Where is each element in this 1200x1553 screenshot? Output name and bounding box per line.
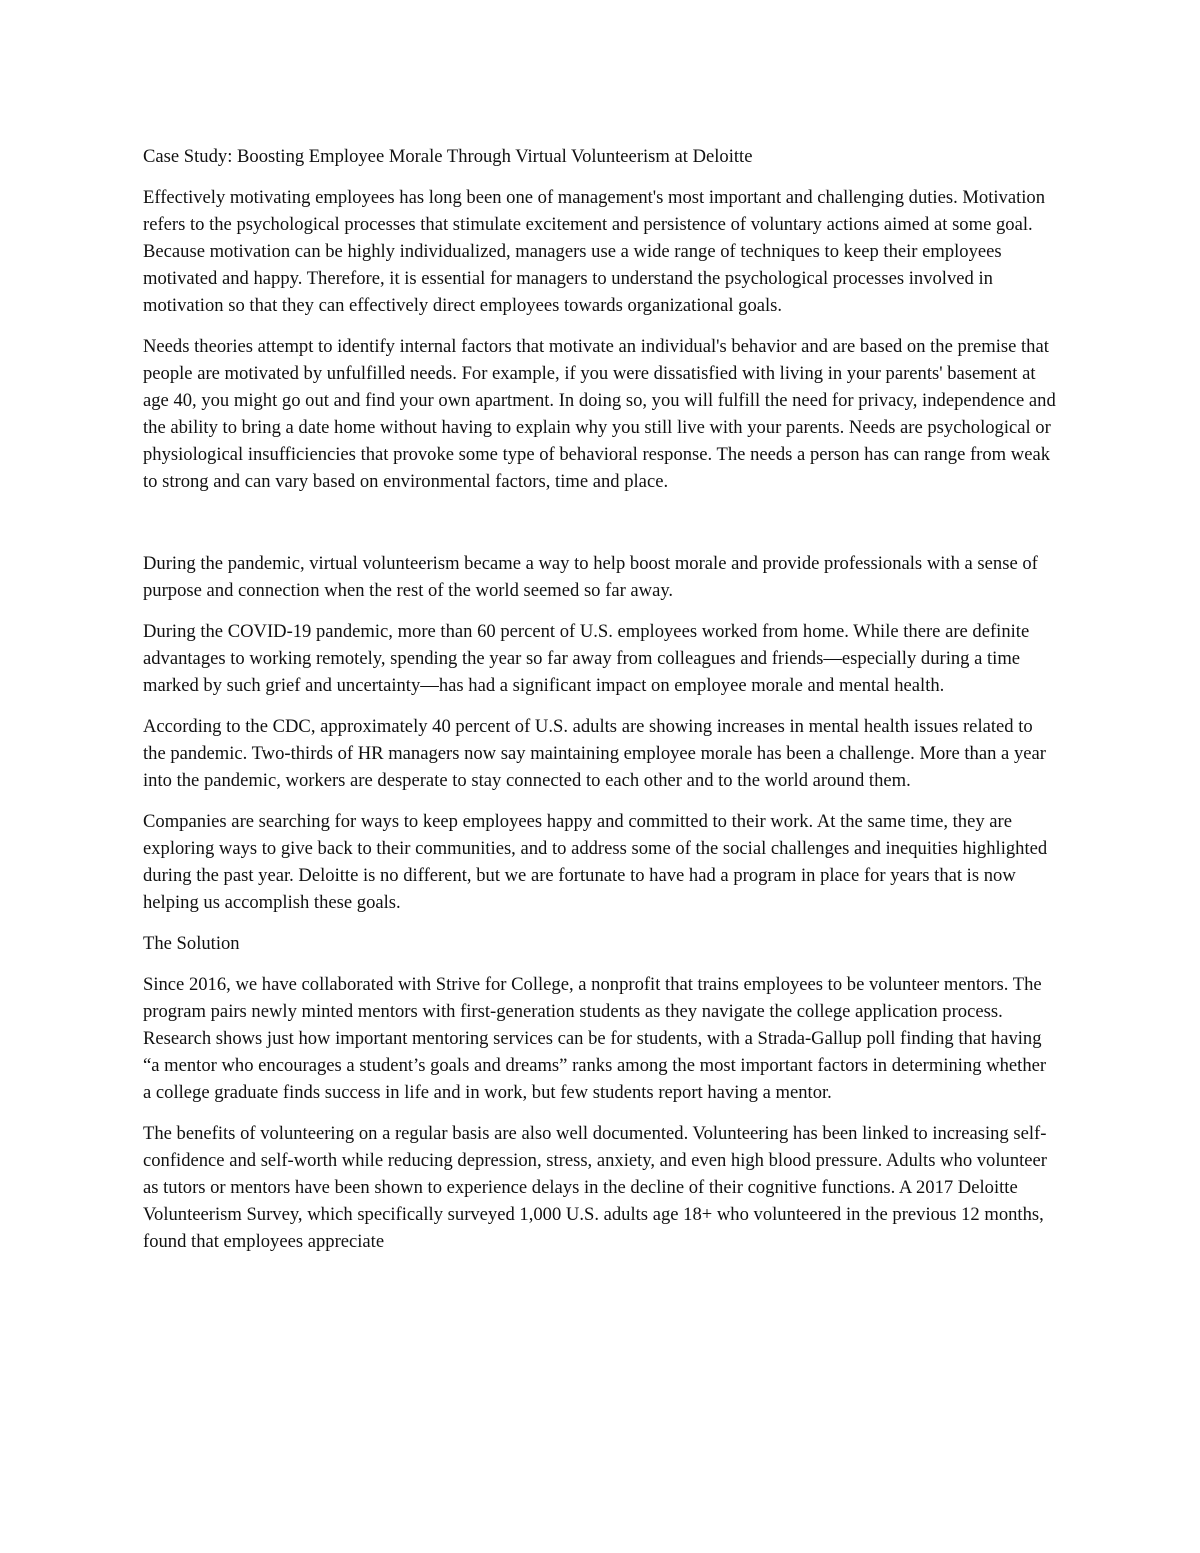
paragraph-volunteering-benefits: The benefits of volunteering on a regular basis are also well documented. Volunteering has been linked to increasing self-confidence and self-worth while reducing depression, stress, anxiety, and even high blood pressure. Adults who volunteer as tutors or mentors have been shown to experience delays in the decline of their cognitive functions. A 2017 Deloitte Volunteerism Survey, which specifically surveyed 1,000 U.S. adults age 18+ who volunteered in the previous 12 months, found that employees appreciate	[143, 1123, 1047, 1252]
paragraph-needs-theories: Needs theories attempt to identify internal factors that motivate an individual's behavior and are based on the premise that people are motivated by unfulfilled needs. For example, if you were dissatisfied with living in your parents' basement at age 40, you might go out and find your own apartment. In doing so, you will fulfill the need for privacy, independence and the ability to bring a date home without having to explain why you still live with your parents. Needs are psychological or physiological insufficiencies that provoke some type of behavioral response. The needs a person has can range from weak to strong and can vary based on environmental factors, time and place.	[143, 336, 1056, 492]
paragraph-cdc-mental-health: According to the CDC, approximately 40 percent of U.S. adults are showing increases in mental health issues related to the pandemic. Two-thirds of HR managers now say maintaining employee morale has been a challenge. More than a year into the pandemic, workers are desperate to stay connected to each other and to the world around them.	[143, 716, 1046, 791]
blank-gap	[143, 509, 1058, 550]
document-body	[143, 143, 1058, 1269]
paragraph-covid-remote-work: During the COVID-19 pandemic, more than 60 percent of U.S. employees worked from home. While there are definite advantages to working remotely, spending the year so far away from colleagues and friends—especially during a time marked by such grief and uncertainty—has had a significant impact on employee morale and mental health.	[143, 621, 1030, 696]
document-title: Case Study: Boosting Employee Morale Through Virtual Volunteerism at Deloitte	[143, 146, 753, 167]
paragraph-companies-searching: Companies are searching for ways to keep employees happy and committed to their work. At the same time, they are exploring ways to give back to their communities, and to address some of the social challenges and inequities highlighted during the past year. Deloitte is no different, but we are fortunate to have had a program in place for years that is now helping us accomplish these goals.	[143, 811, 1048, 913]
section-heading-solution: The Solution	[143, 933, 240, 954]
paragraph-motivation: Effectively motivating employees has long been one of management's most important and challenging duties. Motivation refers to the psychological processes that stimulate excitement and persistence of voluntary actions aimed at some goal. Because motivation can be highly individualized, managers use a wide range of techniques to keep their employees motivated and happy. Therefore, it is essential for managers to understand the psychological processes involved in motivation so that they can effectively direct employees towards organizational goals.	[143, 187, 1046, 316]
paragraph-virtual-volunteerism: During the pandemic, virtual volunteerism became a way to help boost morale and provide professionals with a sense of purpose and connection when the rest of the world seemed so far away.	[143, 553, 1038, 601]
paragraph-strive-for-college: Since 2016, we have collaborated with Strive for College, a nonprofit that trains employees to be volunteer mentors. The program pairs newly minted mentors with first-generation students as they navigate the college application process. Research shows just how important mentoring services can be for students, with a Strada-Gallup poll finding that having “a mentor who encourages a student’s goals and dreams” ranks among the most important factors in determining whether a college graduate finds success in life and in work, but few students report having a mentor.	[143, 974, 1047, 1103]
